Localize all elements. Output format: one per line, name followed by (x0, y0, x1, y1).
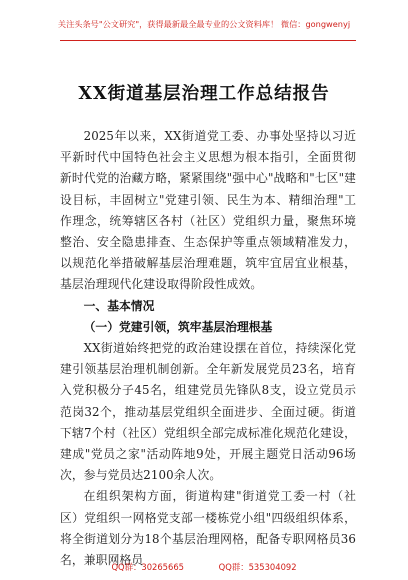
subsection-heading-party-building: （一）党建引领，筑牢基层治理根基 (83, 319, 273, 334)
header-promo-text: 关注头条号"公文研究"，获得最新最全最专业的公文资料库！ 微信：gongwenyj (57, 19, 351, 29)
intro-paragraph: 2025年以来，XX街道党工委、办事处坚持以习近平新时代中国特色社会主义思想为根本指引，全面贯彻新时代党的治藏方略，紧紧围绕"强中心"战略和"七区"建设目标，丰固树立"党建引领、民生为本、精细治理"工作理念，统筹辖区各村（社区）党组织力量，聚焦环境整治、安全隐患排查、生态保护等重点领域精准发力，以规范化举措破解基层治理难题，筑牢宜居宜业根基，基层治理现代化建设取得阶段性成效。 (60, 129, 356, 292)
header-divider (60, 40, 356, 41)
body-paragraph-party-building: XX街道始终把党的政治建设摆在首位，持续深化党建引领基层治理机制创新。全年新发展党员23名，培育入党积极分子45名，组建党员先锋队8支，设立党员示范岗32个，推动基层党组织全面进步、全面过硬。街道下辖7个村（社区）党组织全部完成标准化规范化建设，建成"党员之家"活动阵地9处，开展主题党日活动96场次，参与党员达2100余人次。 (60, 341, 356, 483)
footer-qq-group-2: QQ群：535304092 (218, 562, 297, 572)
body-paragraph-organization: 在组织架构方面，街道构建"街道党工委一村（社区）党组织一网格党支部一楼栋党小组"四级组织体系，将全街道划分为18个基层治理网格，配备专职网格员36名，兼职网格员 (60, 489, 356, 568)
footer-contact (0, 561, 408, 573)
document-body (60, 126, 356, 571)
section-heading-basic-info: 一、基本情况 (83, 298, 155, 313)
footer-qq-group-1: QQ群：30265665 (111, 562, 184, 572)
document-title: XX街道基层治理工作总结报告 (78, 84, 330, 104)
